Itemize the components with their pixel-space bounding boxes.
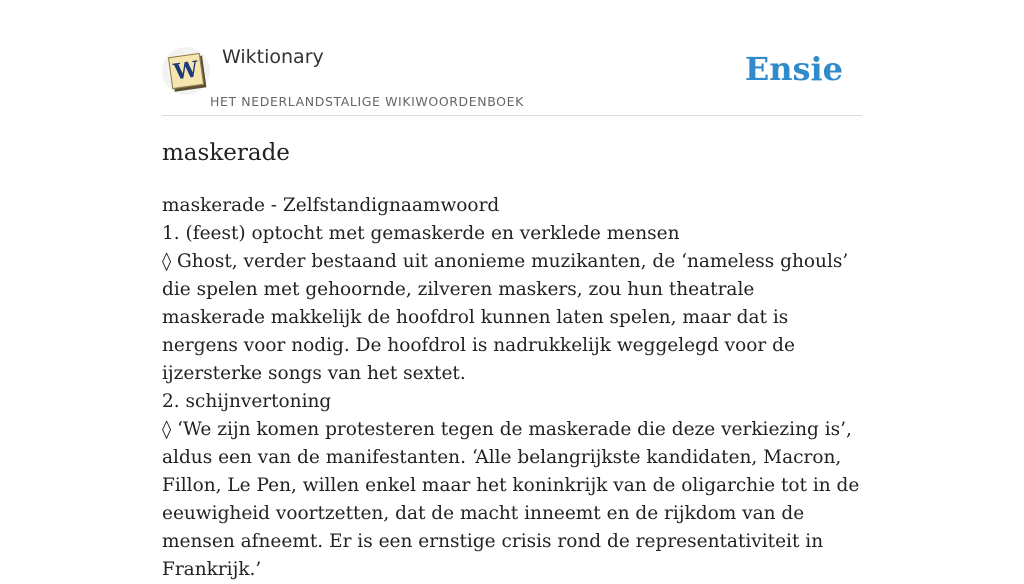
logo-letter: W	[171, 56, 201, 86]
site-tagline: HET NEDERLANDSTALIGE WIKIWOORDENBOEK	[210, 94, 524, 109]
wiktionary-logo[interactable]	[162, 47, 210, 95]
example-2: ◊ ‘We zijn komen protesteren tegen de maskerade die deze verkiezing is’, aldus een van de manifestanten. ‘Alle belangrijkste kandidaten, Macron, Fillon, Le Pen, willen enkel maar het koninkrijk van de oligarchie tot in de eeuwigheid voortzetten, dat de macht inneemt en de rijkdom van de mensen afneemt. Er is een ernstige crisis rond de representativiteit in Frankrijk.’	[162, 419, 860, 580]
site-name[interactable]: Wiktionary	[222, 46, 324, 68]
puzzle-tile-icon	[168, 53, 204, 89]
entry-content	[162, 192, 862, 584]
ensie-brand-logo[interactable]: Ensie	[744, 50, 843, 88]
definition-1: 1. (feest) optocht met gemaskerde en verklede mensen	[162, 223, 680, 244]
entry-heading: maskerade - Zelfstandignaamwoord	[162, 195, 500, 216]
definition-2: 2. schijnvertoning	[162, 391, 332, 412]
example-1: ◊ Ghost, verder bestaand uit anonieme muzikanten, de ‘nameless ghouls’ die spelen met gehoornde, zilveren maskers, zou hun theatrale maskerade makkelijk de hoofdrol kunnen laten spelen, maar dat is nergens voor nodig. De hoofdrol is nadrukkelijk weggelegd voor de ijzersterke songs van het sextet.	[162, 251, 849, 384]
header-divider	[162, 115, 862, 116]
page-title: maskerade	[162, 140, 290, 166]
